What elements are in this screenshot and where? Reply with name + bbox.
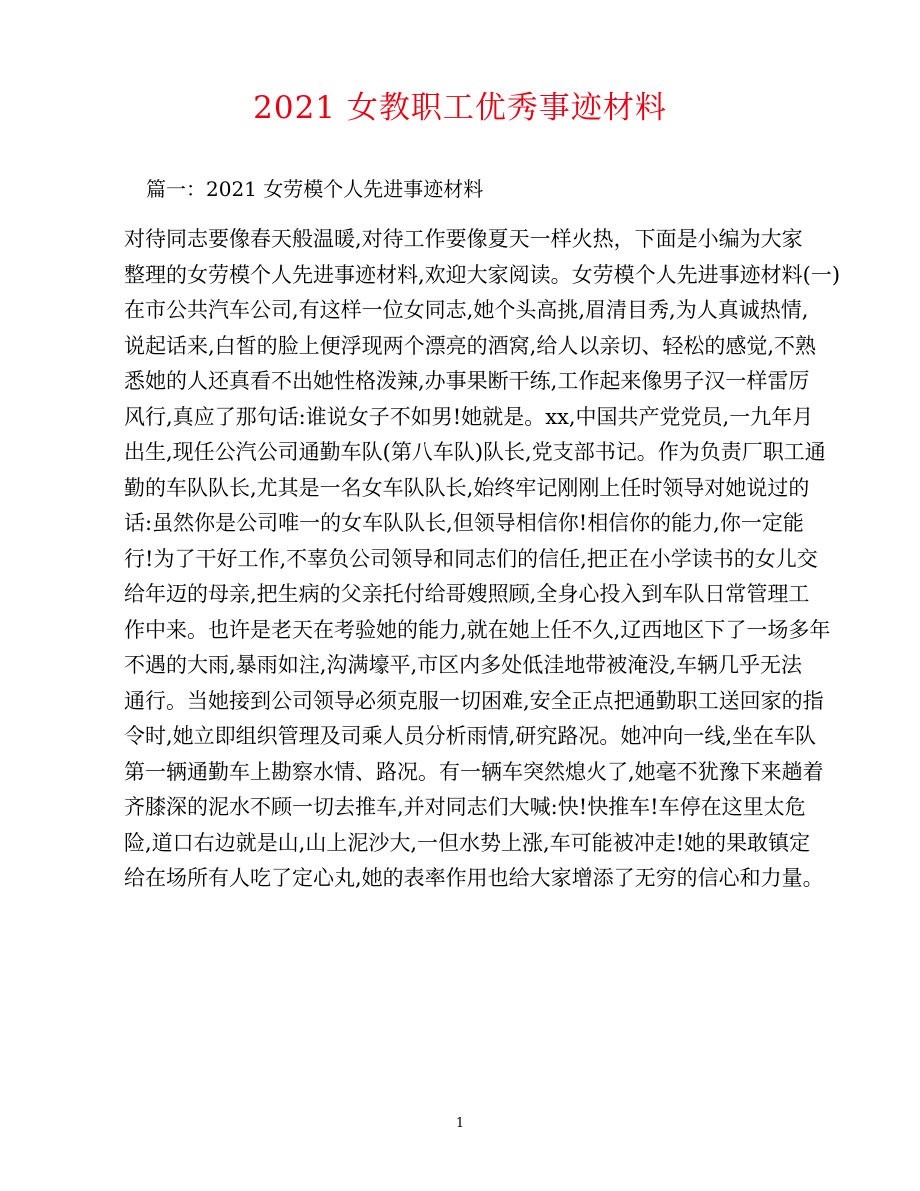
paragraph-line: 作中来。也许是老天在考验她的能力,就在她上任不久,辽西地区下了一场多年 [124, 617, 831, 642]
document-title: 2021 女教职工优秀事迹材料 [253, 90, 667, 126]
paragraph-line: 令时,她立即组织管理及司乘人员分析雨情,研究路况。她冲向一线,坐在车队 [124, 724, 817, 748]
paragraph-line: 话:虽然你是公司唯一的女车队队长,但领导相信你!相信你的能力,你一定能 [124, 511, 804, 535]
section-heading: 篇一：2021 女劳模个人先进事迹材料 [146, 177, 484, 201]
paragraph-line: 出生,现任公汽公司通勤车队(第八车队)队长,党支部书记。作为负责厂职工通 [124, 440, 826, 464]
paragraph-line: 行!为了干好工作,不辜负公司领导和同志们的信任,把正在小学读书的女儿交 [124, 546, 818, 571]
paragraph-line: 勤的车队队长,尤其是一名女车队队长,始终牢记刚刚上任时领导对她说过的 [124, 475, 810, 500]
paragraph-line: 说起话来,白皙的脸上便浮现两个漂亮的酒窝,给人以亲切、轻松的感觉,不熟 [124, 333, 817, 358]
paragraph-line: 第一辆通勤车上勘察水情、路况。有一辆车突然熄火了,她毫不犹豫下来趟着 [124, 759, 824, 784]
paragraph-line: 给在场所有人吃了定心丸,她的表率作用也给大家增添了无穷的信心和力量。 [124, 866, 824, 890]
paragraph-line: 不遇的大雨,暴雨如注,沟满壕平,市区内多处低洼地带被淹没,车辆几乎无法 [124, 653, 802, 677]
paragraph-line: 风行,真应了那句话:谁说女子不如男!她就是。xx,中国共产党党员,一九年月 [124, 404, 814, 429]
paragraph-line: 在市公共汽车公司,有这样一位女同志,她个头高挑,眉清目秀,为人真诚热情, [124, 298, 809, 322]
paragraph-line: 对待同志要像春天般温暖,对待工作要像夏天一样火热，下面是小编为大家 [124, 227, 803, 251]
paragraph-line: 齐膝深的泥水不顾一切去推车,并对同志们大喊:快!快推车!车停在这里太危 [124, 795, 806, 819]
paragraph-line: 整理的女劳模个人先进事迹材料,欢迎大家阅读。女劳模个人先进事迹材料(一) [124, 262, 841, 287]
paragraph-line: 通行。当她接到公司领导必须克服一切困难,安全正点把通勤职工送回家的指 [124, 688, 824, 713]
paragraph-line: 险,道口右边就是山,山上泥沙大,一但水势上涨,车可能被冲走!她的果敢镇定 [124, 830, 811, 855]
paragraph-line: 悉她的人还真看不出她性格泼辣,办事果断干练,工作起来像男子汉一样雷厉 [124, 369, 810, 393]
paragraph-line: 给年迈的母亲,把生病的父亲托付给哥嫂照顾,全身心投入到车队日常管理工 [124, 582, 810, 606]
page-number: 1 [455, 1116, 465, 1131]
body-paragraph [124, 222, 841, 897]
